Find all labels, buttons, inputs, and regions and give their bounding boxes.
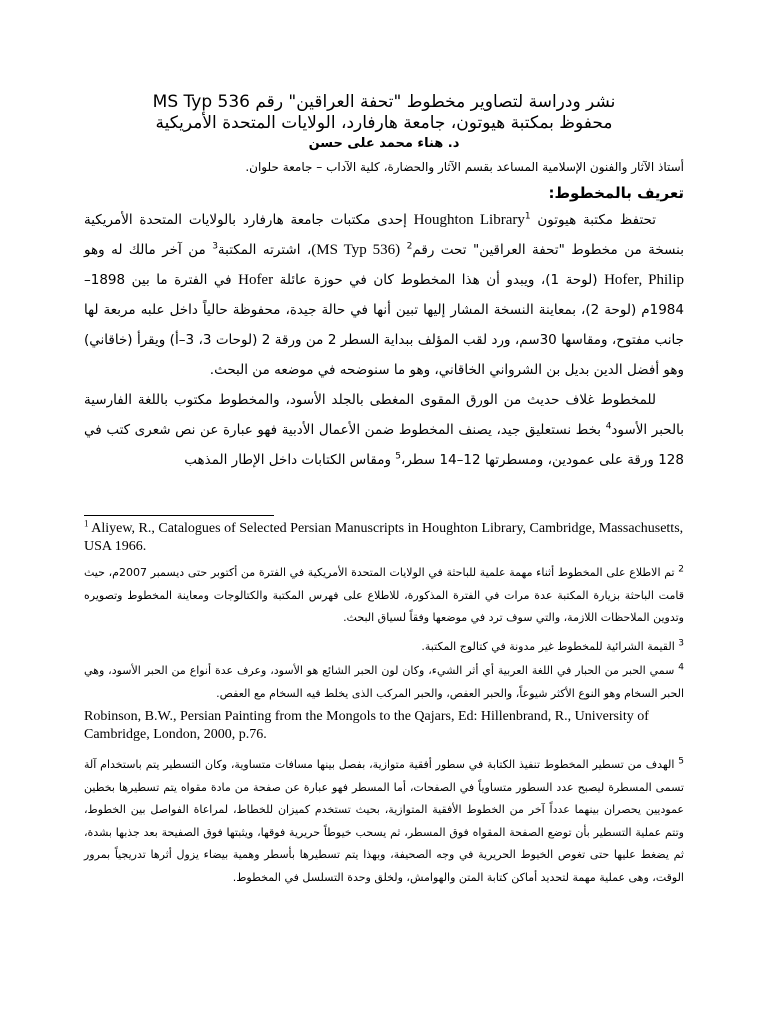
body-paragraph-2 [84, 385, 684, 475]
footnote-5-text: الهدف من تسطير المخطوط تنفيذ الكتابة في سطور أفقية متوازية، بفصل بينها مسافات متساوية، وكان التسطير يتم باستخدام آلة تسمى المسطرة ليصبح عدد السطور متساوياً في الصفحات، أما المسطر فهو عبارة عن صفحة من مادة مقواه يتم تسطيرها بخطين عموديين يحصران بينهما عدداً آخر من الخطوط الأفقية المتوازية، بحيث تستخدم كميزان للخطاط، لمراعاة الفواصل بين الخطوط، وتتم عملية التسطير بأن توضع الصفحة المقواه فوق المسطر، ثم يسحب خيوطاً حريرية فوقها، ويثبتها فوق الصفيحة بعد جذبها بشدة، ثم يضغط عليها حتى تغوص الخيوط الحريرية في وجه الصحيفة، وبهذا يتم تسطيرها بأسطر وهمية بيضاء يزول أثرها تدريجياً بمرور الوقت، وهى عملية مهمة لتحديد أماكن كتابة المتن والهوامش، ولخلق وحدة التسلسل في المخطوط. [84, 758, 684, 884]
author-affiliation: أستاذ الآثار والفنون الإسلامية المساعد بقسم الآثار والحضارة، كلية الآداب – جامعة حلوان. [245, 160, 684, 174]
body-paragraph-1 [84, 205, 684, 385]
footnote-divider [84, 515, 274, 516]
footnote-4-number: 4 [678, 662, 684, 673]
footnote-1-number: 1 [84, 518, 89, 529]
title-line-2: محفوظ بمكتبة هيوتون، جامعة هارفارد، الولايات المتحدة الأمريكية [155, 113, 613, 133]
footnote-3 [84, 636, 684, 659]
footnote-3-text: القيمة الشرائية للمخطوط غير مدونة في كتالوج المكتبة. [421, 640, 675, 653]
family-name: Hofer [238, 272, 274, 288]
footnote-4-reference: Robinson, B.W., Persian Painting from the Mongols to the Qajars, Ed: Hillenbrand, R., University of Cambridge, London, 2000, p.76. [84, 709, 649, 742]
p2-text-a: للمخطوط غلاف حديث من الورق المقوى المغطى بالجلد الأسود، والمخطوط مكتوب باللغة الفارسية بالحبر الأسود [84, 392, 685, 438]
footnote-5-number: 5 [678, 756, 684, 767]
p1-text-f: في الفترة ما بين 1898–1984م (لوحة 2)، بمعاينة النسخة المشار إليها تبين أنها في حالة جيدة، محفوظة حالياً داخل علبه مربعة لها جانب مفتوح، ومقاسها 30سم، ورد لقب المؤلف ببداية السطر 2 من ورقة 2 (لوحات 3، 3–أ) ويقرأ (خاقاني) وهو أفضل الدين بديل بن الشرواني الخاقاني، وهو ما سنوضحه في موضعه من البحث. [84, 272, 684, 378]
p1-text-b: إحدى مكتبات جامعة هارفارد بالولايات المتحدة الأمريكية بنسخة من مخطوط "تحفة العراقين" تحت رقم [84, 212, 684, 258]
footnote-ref-4[interactable]: 4 [605, 421, 612, 432]
footnote-1 [84, 520, 684, 556]
footnote-ref-5[interactable]: 5 [395, 451, 401, 462]
title-line-1: نشر ودراسة لتصاوير مخطوط "تحفة العراقين" رقم MS Typ 536 [152, 92, 616, 112]
footnote-2-text: تم الاطلاع على المخطوط أثناء مهمة علمية للباحثة في الولايات المتحدة الأمريكية في الفترة من أكتوبر حتى ديسمبر 2007م، حيث قامت الباحثة بزيارة المكتبة عدة مرات في الفترة المذكورة، للاطلاع على فهرس المكتبة والكتالوجات ومعاينة المخطوط وتصويره وتدوين الملاحظات اللازمة، والتي سوف ترد في موضعها وفقاً لسياق البحث. [84, 566, 684, 624]
footnote-ref-1[interactable]: 1 [524, 211, 531, 222]
manuscript-number: (MS Typ 536) [311, 242, 401, 258]
houghton-library-name: Houghton Library [413, 212, 525, 228]
p1-text-c: ، اشترته المكتبة [217, 242, 312, 258]
footnote-ref-2[interactable]: 2 [406, 241, 413, 252]
p2-text-c: ومقاس الكتابات داخل الإطار المذهب [184, 452, 391, 468]
body-text [84, 205, 684, 475]
footnote-ref-3[interactable]: 3 [212, 241, 218, 252]
p1-text-e: (لوحة 1)، ويبدو أن هذا المخطوط كان في حوزة عائلة [279, 272, 598, 288]
footnote-5 [84, 754, 684, 889]
footnote-1-text: Aliyew, R., Catalogues of Selected Persian Manuscripts in Houghton Library, Cambridge, Massachusetts, USA 1966. [84, 521, 684, 554]
p1-text-a: تحتفظ مكتبة هيوتون [537, 212, 656, 228]
footnote-4 [84, 660, 684, 705]
footnote-4-text: سمي الحبر من الحبار في اللغة العربية أي أثر الشيء، وكان لون الحبر الشائع هو الأسود، وعرف عدة أنواع من الحبر الأسود، وهي الحبر السخام وهو النوع الأكثر شيوعاً، والحبر العفص، والحبر المركب الذى يخلط فيه السخام مع العفص. [84, 664, 684, 700]
footnote-2-number: 2 [678, 564, 684, 575]
title-block [60, 92, 708, 154]
p1-text-d: من آخر مالك له وهو [84, 242, 206, 258]
section-heading: تعريف بالمخطوط: [548, 184, 684, 202]
footnote-2 [84, 562, 684, 630]
p2-text-b: بخط نستعليق جيد، يصنف المخطوط ضمن الأعمال الأدبية فهو عبارة عن نص شعرى كتب في 128 ورقة على عمودين، ومسطرتها 12–14 سطر، [84, 422, 684, 468]
footnote-3-number: 3 [678, 638, 684, 649]
author-name: د. هناء محمد على حسن [308, 136, 460, 151]
owner-name: Hofer, Philip [604, 272, 685, 288]
